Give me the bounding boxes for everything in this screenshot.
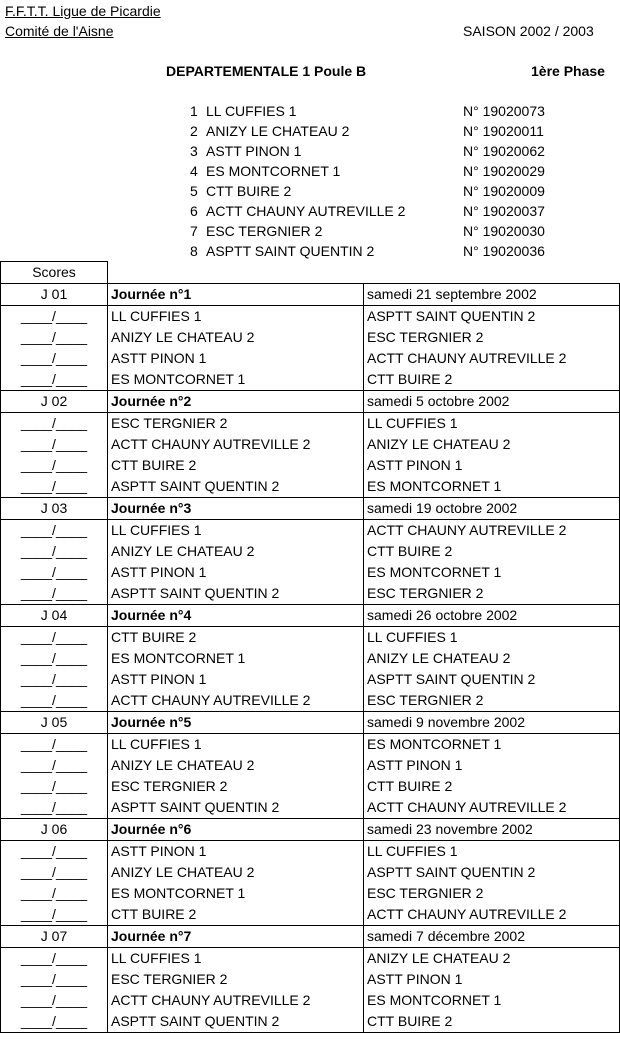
team-name: ES MONTCORNET 1 bbox=[206, 163, 341, 179]
home-team: ACTT CHAUNY AUTREVILLE 2 bbox=[108, 990, 364, 1011]
score-field[interactable]: ____/____ bbox=[1, 1011, 108, 1033]
home-team: ESC TERGNIER 2 bbox=[108, 413, 364, 435]
match-row bbox=[1, 1011, 620, 1033]
home-team: CTT BUIRE 2 bbox=[108, 904, 364, 926]
schedule-table bbox=[0, 261, 620, 1033]
home-team: CTT BUIRE 2 bbox=[108, 627, 364, 649]
team-index: 7 bbox=[190, 223, 198, 239]
round-header-row bbox=[1, 819, 620, 841]
round-date: samedi 5 octobre 2002 bbox=[364, 391, 620, 413]
score-field[interactable]: ____/____ bbox=[1, 434, 108, 455]
team-index: 5 bbox=[190, 183, 198, 199]
match-row bbox=[1, 734, 620, 756]
away-team: ANIZY LE CHATEAU 2 bbox=[364, 434, 620, 455]
match-row bbox=[1, 413, 620, 435]
score-field[interactable]: ____/____ bbox=[1, 306, 108, 328]
away-team: ESC TERGNIER 2 bbox=[364, 327, 620, 348]
home-team: ES MONTCORNET 1 bbox=[108, 648, 364, 669]
match-row bbox=[1, 476, 620, 498]
match-row bbox=[1, 969, 620, 990]
match-row bbox=[1, 841, 620, 863]
away-team: ASTT PINON 1 bbox=[364, 755, 620, 776]
away-team: ES MONTCORNET 1 bbox=[364, 562, 620, 583]
away-team: ES MONTCORNET 1 bbox=[364, 476, 620, 498]
away-team: LL CUFFIES 1 bbox=[364, 627, 620, 649]
match-row bbox=[1, 648, 620, 669]
round-code: J 05 bbox=[1, 712, 108, 734]
team-index: 1 bbox=[190, 103, 198, 119]
score-field[interactable]: ____/____ bbox=[1, 669, 108, 690]
home-team: LL CUFFIES 1 bbox=[108, 306, 364, 328]
score-field[interactable]: ____/____ bbox=[1, 413, 108, 435]
match-row bbox=[1, 541, 620, 562]
home-team: ASPTT SAINT QUENTIN 2 bbox=[108, 476, 364, 498]
match-row bbox=[1, 797, 620, 819]
match-row bbox=[1, 369, 620, 391]
round-code: J 03 bbox=[1, 498, 108, 520]
team-number: N° 19020009 bbox=[463, 183, 545, 199]
home-team: ASTT PINON 1 bbox=[108, 669, 364, 690]
score-field[interactable]: ____/____ bbox=[1, 734, 108, 756]
match-row bbox=[1, 562, 620, 583]
team-number: N° 19020030 bbox=[463, 223, 545, 239]
score-field[interactable]: ____/____ bbox=[1, 348, 108, 369]
score-field[interactable]: ____/____ bbox=[1, 776, 108, 797]
match-row bbox=[1, 755, 620, 776]
match-row bbox=[1, 990, 620, 1011]
team-name: ANIZY LE CHATEAU 2 bbox=[206, 123, 350, 139]
round-title: Journée n°7 bbox=[108, 926, 364, 948]
home-team: ANIZY LE CHATEAU 2 bbox=[108, 327, 364, 348]
away-team: ASPTT SAINT QUENTIN 2 bbox=[364, 669, 620, 690]
round-title: Journée n°2 bbox=[108, 391, 364, 413]
team-name: ACTT CHAUNY AUTREVILLE 2 bbox=[206, 203, 406, 219]
score-field[interactable]: ____/____ bbox=[1, 327, 108, 348]
scores-header-row bbox=[1, 262, 620, 284]
score-field[interactable]: ____/____ bbox=[1, 990, 108, 1011]
away-team: ASTT PINON 1 bbox=[364, 455, 620, 476]
team-name: ASPTT SAINT QUENTIN 2 bbox=[206, 243, 375, 259]
away-team: ESC TERGNIER 2 bbox=[364, 583, 620, 605]
team-number: N° 19020073 bbox=[463, 103, 545, 119]
home-team: ACTT CHAUNY AUTREVILLE 2 bbox=[108, 434, 364, 455]
team-name: CTT BUIRE 2 bbox=[206, 183, 292, 199]
score-field[interactable]: ____/____ bbox=[1, 755, 108, 776]
away-team: ESC TERGNIER 2 bbox=[364, 690, 620, 712]
match-row bbox=[1, 520, 620, 542]
round-date: samedi 7 décembre 2002 bbox=[364, 926, 620, 948]
round-date: samedi 26 octobre 2002 bbox=[364, 605, 620, 627]
home-team: ASTT PINON 1 bbox=[108, 841, 364, 863]
match-row bbox=[1, 948, 620, 970]
away-team: LL CUFFIES 1 bbox=[364, 841, 620, 863]
scores-header: Scores bbox=[1, 262, 108, 284]
round-header-row bbox=[1, 284, 620, 306]
team-index: 2 bbox=[190, 123, 198, 139]
round-title: Journée n°4 bbox=[108, 605, 364, 627]
away-team: CTT BUIRE 2 bbox=[364, 1011, 620, 1033]
round-date: samedi 23 novembre 2002 bbox=[364, 819, 620, 841]
round-header-row bbox=[1, 391, 620, 413]
match-row bbox=[1, 583, 620, 605]
away-team: LL CUFFIES 1 bbox=[364, 413, 620, 435]
league-name: F.F.T.T. Ligue de Picardie bbox=[5, 3, 161, 19]
away-team: ACTT CHAUNY AUTREVILLE 2 bbox=[364, 904, 620, 926]
score-field[interactable]: ____/____ bbox=[1, 797, 108, 819]
score-field[interactable]: ____/____ bbox=[1, 455, 108, 476]
team-index: 3 bbox=[190, 143, 198, 159]
match-row bbox=[1, 904, 620, 926]
away-team: ES MONTCORNET 1 bbox=[364, 990, 620, 1011]
home-team: ESC TERGNIER 2 bbox=[108, 776, 364, 797]
home-team: LL CUFFIES 1 bbox=[108, 734, 364, 756]
home-team: ANIZY LE CHATEAU 2 bbox=[108, 541, 364, 562]
score-field[interactable]: ____/____ bbox=[1, 369, 108, 391]
home-team: ASPTT SAINT QUENTIN 2 bbox=[108, 583, 364, 605]
team-number: N° 19020036 bbox=[463, 243, 545, 259]
away-team: ASTT PINON 1 bbox=[364, 969, 620, 990]
team-index: 4 bbox=[190, 163, 198, 179]
round-code: J 04 bbox=[1, 605, 108, 627]
away-team: ASPTT SAINT QUENTIN 2 bbox=[364, 306, 620, 328]
home-team: LL CUFFIES 1 bbox=[108, 948, 364, 970]
score-field[interactable]: ____/____ bbox=[1, 948, 108, 970]
round-code: J 01 bbox=[1, 284, 108, 306]
score-field[interactable]: ____/____ bbox=[1, 583, 108, 605]
score-field[interactable]: ____/____ bbox=[1, 904, 108, 926]
phase-label: 1ère Phase bbox=[531, 63, 605, 79]
score-field[interactable]: ____/____ bbox=[1, 562, 108, 583]
score-field[interactable]: ____/____ bbox=[1, 841, 108, 863]
match-row bbox=[1, 883, 620, 904]
round-title: Journée n°3 bbox=[108, 498, 364, 520]
match-row bbox=[1, 776, 620, 797]
round-date: samedi 19 octobre 2002 bbox=[364, 498, 620, 520]
round-header-row bbox=[1, 926, 620, 948]
round-title: Journée n°5 bbox=[108, 712, 364, 734]
away-team: ACTT CHAUNY AUTREVILLE 2 bbox=[364, 797, 620, 819]
team-name: LL CUFFIES 1 bbox=[206, 103, 297, 119]
round-header-row bbox=[1, 712, 620, 734]
team-number: N° 19020037 bbox=[463, 203, 545, 219]
round-code: J 07 bbox=[1, 926, 108, 948]
team-index: 8 bbox=[190, 243, 198, 259]
match-row bbox=[1, 434, 620, 455]
score-field[interactable]: ____/____ bbox=[1, 520, 108, 542]
round-date: samedi 9 novembre 2002 bbox=[364, 712, 620, 734]
round-title: Journée n°6 bbox=[108, 819, 364, 841]
home-team: ANIZY LE CHATEAU 2 bbox=[108, 755, 364, 776]
away-team: ESC TERGNIER 2 bbox=[364, 883, 620, 904]
team-name: ASTT PINON 1 bbox=[206, 143, 302, 159]
match-row bbox=[1, 669, 620, 690]
committee-name: Comité de l'Aisne bbox=[5, 23, 114, 39]
match-row bbox=[1, 455, 620, 476]
season: SAISON 2002 / 2003 bbox=[463, 23, 594, 39]
away-team: ANIZY LE CHATEAU 2 bbox=[364, 948, 620, 970]
home-team: LL CUFFIES 1 bbox=[108, 520, 364, 542]
round-code: J 06 bbox=[1, 819, 108, 841]
score-field[interactable]: ____/____ bbox=[1, 690, 108, 712]
team-number: N° 19020062 bbox=[463, 143, 545, 159]
match-row bbox=[1, 327, 620, 348]
round-title: Journée n°1 bbox=[108, 284, 364, 306]
team-index: 6 bbox=[190, 203, 198, 219]
division-title: DEPARTEMENTALE 1 Poule B bbox=[166, 63, 367, 79]
home-team: ACTT CHAUNY AUTREVILLE 2 bbox=[108, 690, 364, 712]
home-team: CTT BUIRE 2 bbox=[108, 455, 364, 476]
team-name: ESC TERGNIER 2 bbox=[206, 223, 323, 239]
home-team: ES MONTCORNET 1 bbox=[108, 369, 364, 391]
round-header-row bbox=[1, 605, 620, 627]
score-field[interactable]: ____/____ bbox=[1, 883, 108, 904]
home-team: ASTT PINON 1 bbox=[108, 562, 364, 583]
match-row bbox=[1, 627, 620, 649]
away-team: ASPTT SAINT QUENTIN 2 bbox=[364, 862, 620, 883]
round-code: J 02 bbox=[1, 391, 108, 413]
away-team: CTT BUIRE 2 bbox=[364, 776, 620, 797]
match-row bbox=[1, 348, 620, 369]
score-field[interactable]: ____/____ bbox=[1, 648, 108, 669]
home-team: ESC TERGNIER 2 bbox=[108, 969, 364, 990]
home-team: ES MONTCORNET 1 bbox=[108, 883, 364, 904]
score-field[interactable]: ____/____ bbox=[1, 541, 108, 562]
team-number: N° 19020011 bbox=[463, 123, 544, 139]
score-field[interactable]: ____/____ bbox=[1, 476, 108, 498]
home-team: ASPTT SAINT QUENTIN 2 bbox=[108, 1011, 364, 1033]
round-date: samedi 21 septembre 2002 bbox=[364, 284, 620, 306]
home-team: ASTT PINON 1 bbox=[108, 348, 364, 369]
match-row bbox=[1, 306, 620, 328]
home-team: ANIZY LE CHATEAU 2 bbox=[108, 862, 364, 883]
away-team: ES MONTCORNET 1 bbox=[364, 734, 620, 756]
away-team: ACTT CHAUNY AUTREVILLE 2 bbox=[364, 348, 620, 369]
score-field[interactable]: ____/____ bbox=[1, 862, 108, 883]
home-team: ASPTT SAINT QUENTIN 2 bbox=[108, 797, 364, 819]
match-row bbox=[1, 862, 620, 883]
score-field[interactable]: ____/____ bbox=[1, 627, 108, 649]
away-team: CTT BUIRE 2 bbox=[364, 369, 620, 391]
away-team: CTT BUIRE 2 bbox=[364, 541, 620, 562]
score-field[interactable]: ____/____ bbox=[1, 969, 108, 990]
away-team: ACTT CHAUNY AUTREVILLE 2 bbox=[364, 520, 620, 542]
match-row bbox=[1, 690, 620, 712]
round-header-row bbox=[1, 498, 620, 520]
away-team: ANIZY LE CHATEAU 2 bbox=[364, 648, 620, 669]
team-number: N° 19020029 bbox=[463, 163, 545, 179]
